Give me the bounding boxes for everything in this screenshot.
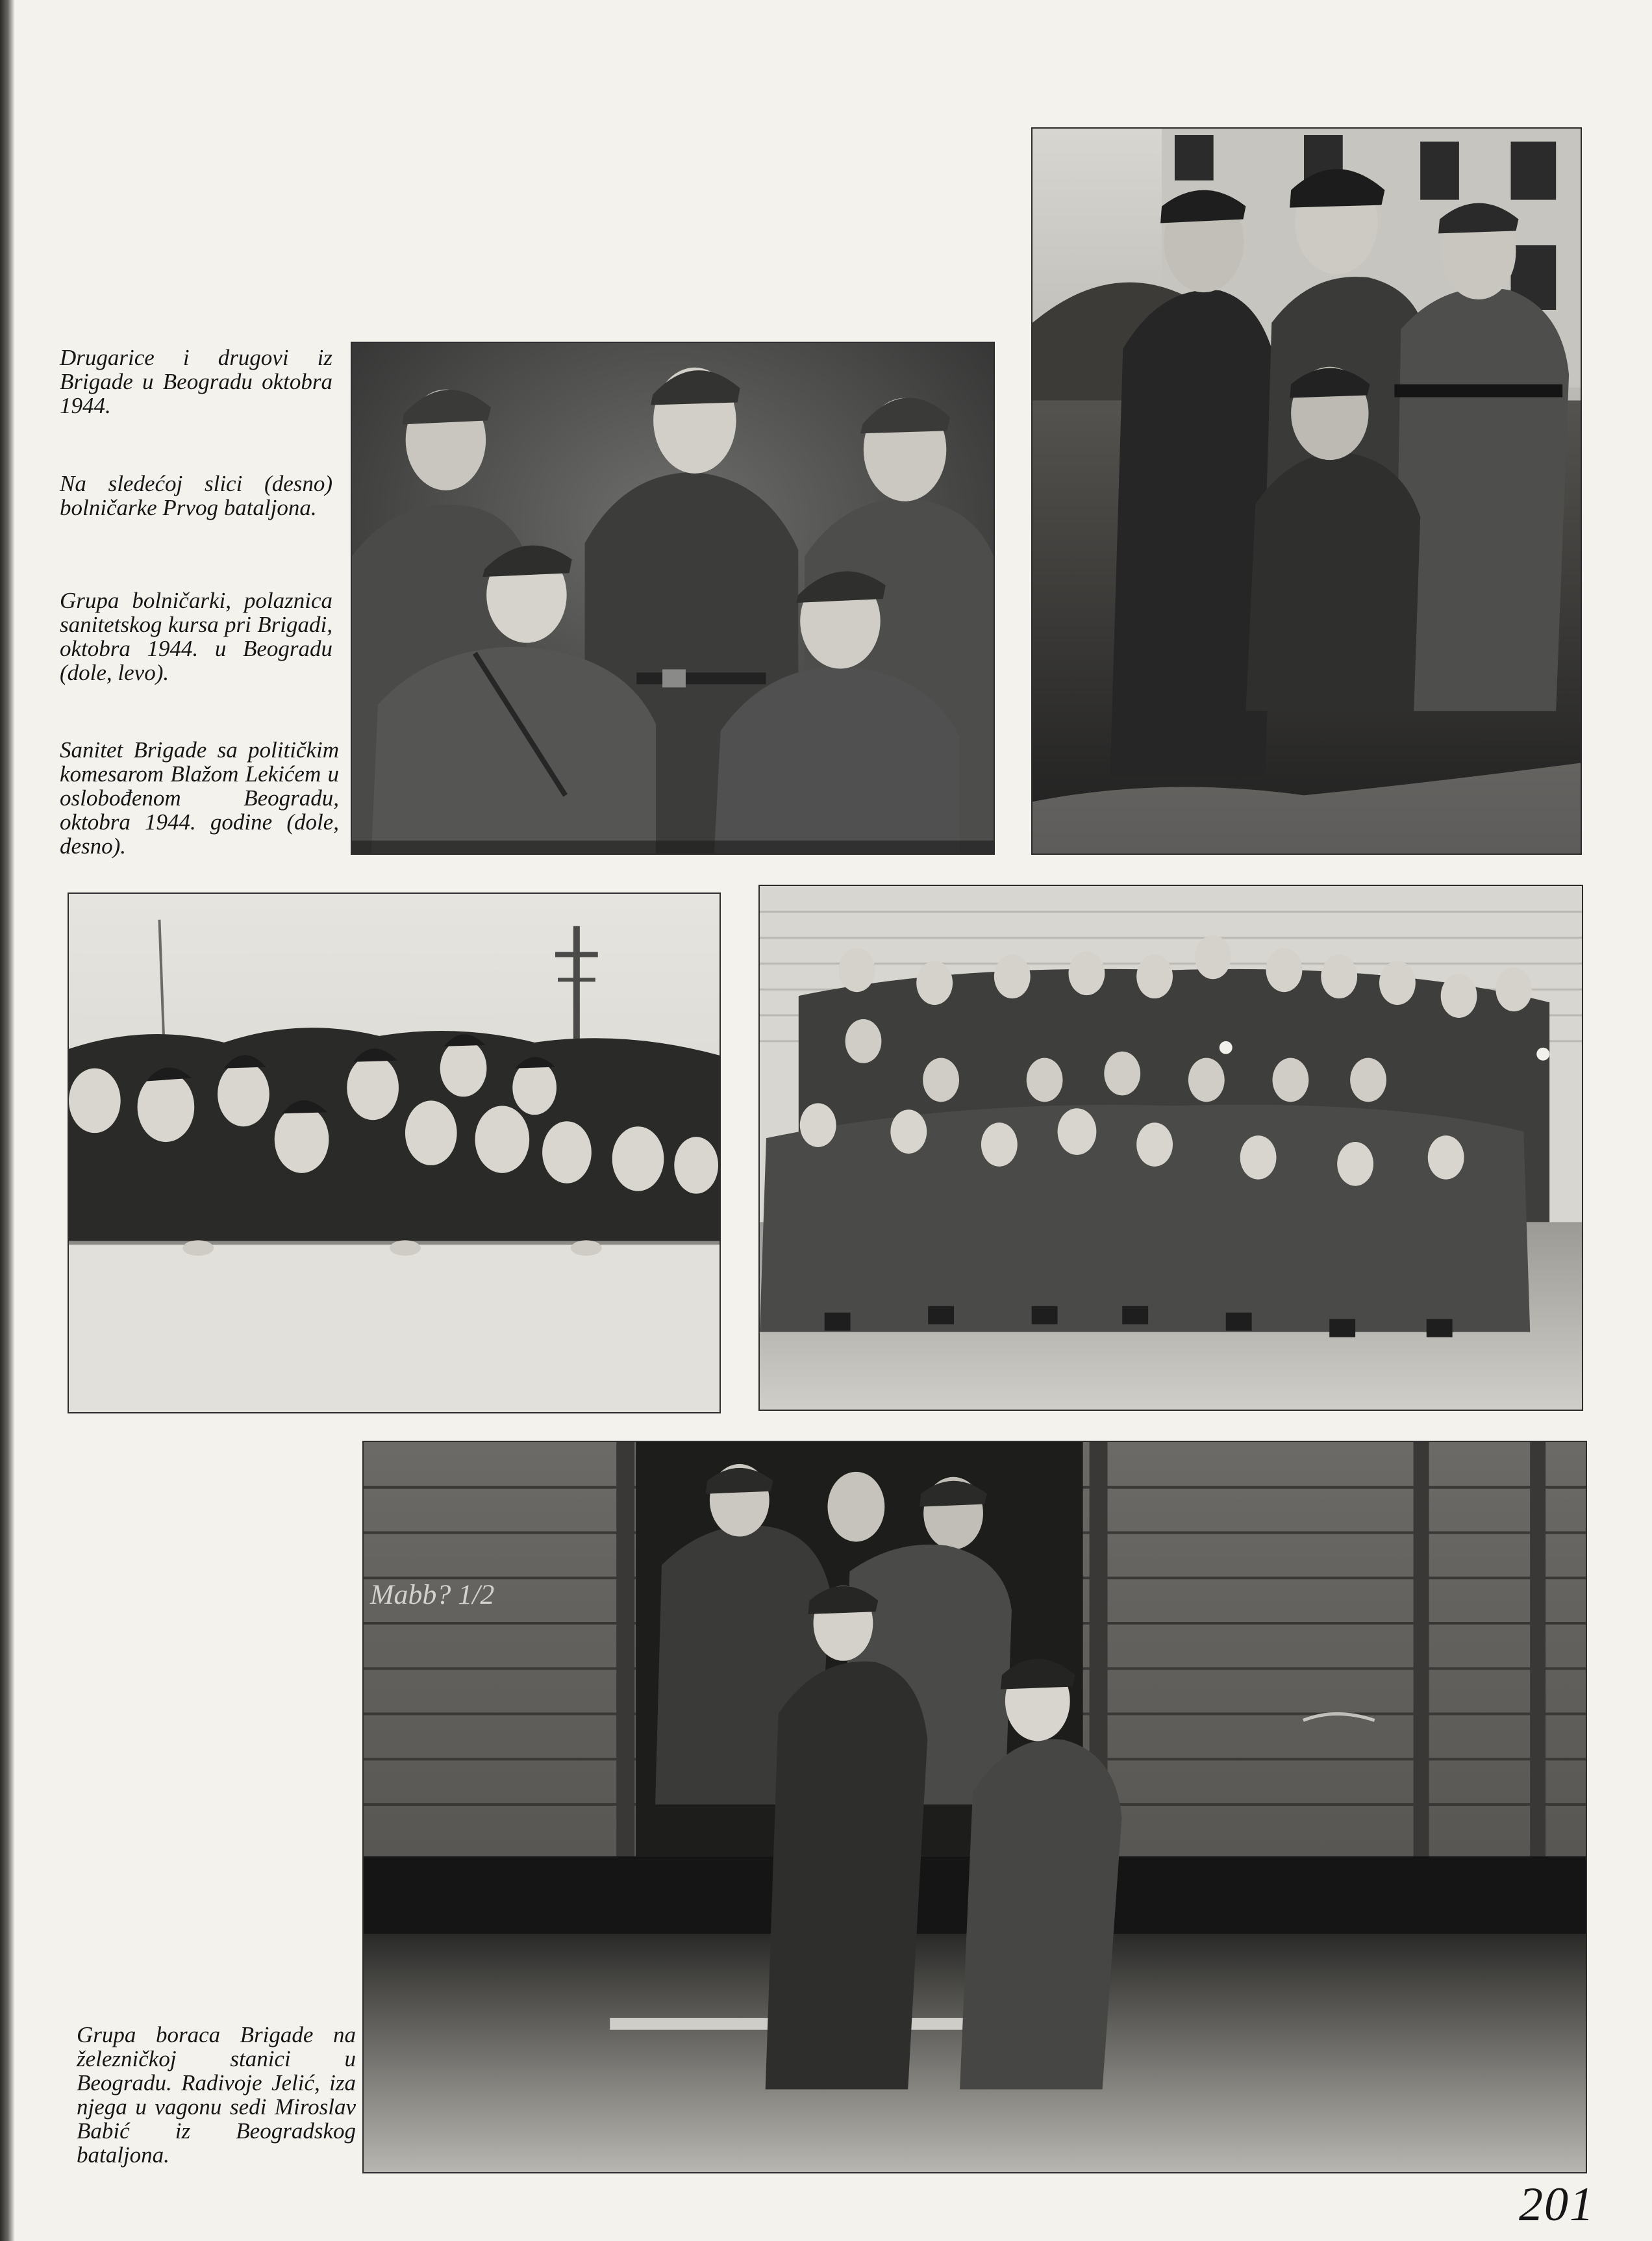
caption-top-group: Drugarice i drugovi iz Brigade u Beogradu oktobra 1944. bbox=[60, 345, 332, 418]
page-spine-shadow bbox=[0, 0, 14, 2241]
photo-soldiers-group-image bbox=[352, 343, 994, 854]
caption-medical-course-group: Grupa bolničarki, polaznica sanitetskog kursa pri Brigadi, oktobra 1944. u Beogradu (dole, levo). bbox=[60, 588, 332, 685]
photo-medical-course-group-image bbox=[69, 894, 720, 1412]
photo-nurses-first-battalion bbox=[1031, 127, 1582, 855]
photo-medical-course-group bbox=[68, 893, 721, 1413]
caption-nurses-first-battalion: Na sledećoj slici (desno) bolničarke Prvog bataljona. bbox=[60, 471, 332, 520]
photo-medical-corps-commissar-image bbox=[760, 886, 1582, 1410]
caption-medical-corps-commissar: Sanitet Brigade sa političkim komesarom Blažom Lekićem u oslobođenom Beogradu, oktobra 1944. godine (dole, desno). bbox=[60, 737, 339, 859]
wagon-chalk-inscription: Mabb? 1/2 bbox=[369, 1579, 495, 1611]
photo-soldiers-group bbox=[351, 342, 995, 855]
photo-railway-station bbox=[362, 1441, 1587, 2173]
page-number: 201 bbox=[1519, 2178, 1595, 2231]
caption-railway-station: Grupa boraca Brigade na železničkoj stanici u Beogradu. Radivoje Jelić, iza njega u vagonu sedi Miroslav Babić iz Beogradskog bataljona. bbox=[77, 2022, 356, 2168]
photo-medical-corps-commissar bbox=[758, 885, 1583, 1411]
photo-nurses-first-battalion-image bbox=[1032, 129, 1581, 854]
photo-railway-station-image bbox=[364, 1442, 1586, 2172]
